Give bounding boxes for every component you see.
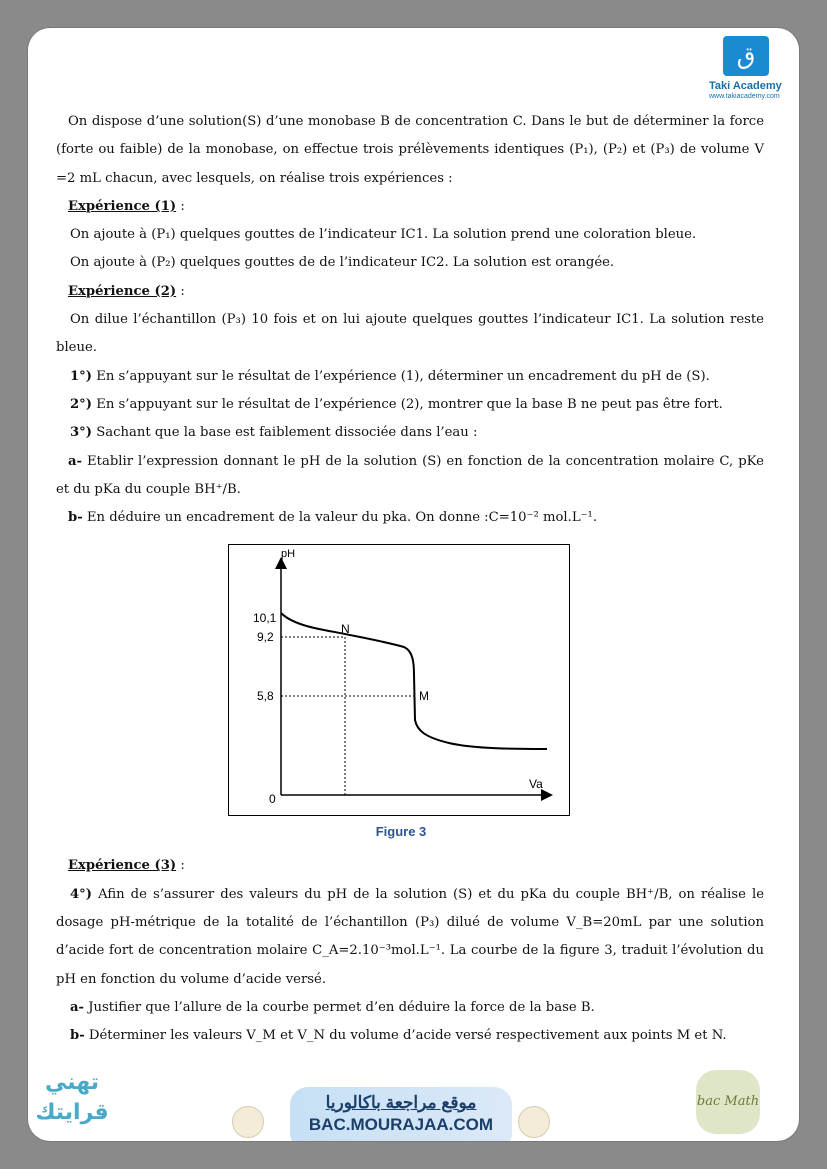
q3a-number: a-: [68, 453, 83, 469]
experience-2-title: Expérience (2): [68, 283, 177, 299]
exercise-content: On dispose d’une solution(S) d’une monobase B de concentration C. Dans le but de déterminer la force (forte ou faible) de la monobase, on effectue trois prélèvements identiques (P₁), (P₂) et (P₃) de volume V =2 mL chacun, avec lesquels, on réalise trois expériences : Expérience (1) : On ajoute à (P₁) quelques gouttes de l’indicateur IC1. La solution prend une coloration bleue. On ajoute à (P₂) quelques gouttes de de l’indicateur IC2. La solution est orangée. Expérience (2) : On dilue l’échantillon (P₃) 10 fois et on lui ajoute quelques gouttes l’indicateur IC1. La solution reste bleue. 1°) En s’appuyant sur le résultat de l’expérience (1), déterminer un encadrement du pH de (S). 2°) En s’appuyant sur le résultat de l’expérience (2), montrer que la base B ne peut pas être fort. 3°) Sachant que la base est faiblement dissociée dans l’eau : a- Etablir l’expression donnant le pH de la solution (S) en fonction de la concentration molaire C, pKe et du pKa du couple BH⁺/B. b- En déduire un encadrement de la valeur du pka. On donne :C=10⁻² mol.L⁻¹. pH Va 0 10,1 9,2 5,8 N M Figure 3 Expérience (3) : 4°) Afin de s’assurer des valeurs du pH de la solution (S) et du pKa du couple BH⁺/B, on réalise le dosage pH-métrique de la totalité de l’échantillon (P₃) dilué de volume V_B=20mL par une solution d’acide fort de concentration molaire C_A=2.10⁻³mol.L⁻¹. La courbe de la figure 3, traduit l’évolution du pH en fonction du volume d’acide versé. a- Justifier que l’allure de la courbe permet d’en déduire la force de la base B. b- Déterminer les valeurs V_M et V_N du volume d’acide versé respectivement aux points M et N.: [56, 108, 764, 1051]
point-m-label: M: [419, 689, 429, 704]
point-n-label: N: [341, 622, 350, 637]
q3b-number: b-: [68, 510, 83, 526]
figure-3: [56, 532, 764, 852]
q2-number: 2°): [70, 396, 93, 412]
document-page: [28, 28, 799, 1141]
q4-text: Afin de s’assurer des valeurs du pH de la solution (S) et du pKa du couple BH⁺/B, on réalise le dosage pH-métrique de la totalité de l’échantillon (P₃) dilué de volume V_B=20mL par une solution d’acide fort de concentration molaire C_A=2.10⁻³mol.L⁻¹. La courbe de la figure 3, traduit l’évolution du pH en fonction du volume d’acide versé.: [56, 886, 764, 987]
brand-right-logo: bac Math: [696, 1070, 760, 1134]
logo-url: www.takiacademy.com: [709, 93, 780, 100]
experience-1-title: Expérience (1): [68, 198, 177, 214]
x-axis-label: Va: [529, 777, 543, 792]
ph-curve-chart: [229, 545, 569, 815]
intro-paragraph: On dispose d’une solution(S) d’une monobase B de concentration C. Dans le but de déterminer la force (forte ou faible) de la monobase, on effectue trois prélèvements identiques (P₁), (P₂) et (P₃) de volume V =2 mL chacun, avec lesquels, on réalise trois expériences :: [56, 114, 764, 186]
seal-left-icon: [232, 1106, 264, 1138]
ph-curve: [281, 613, 547, 749]
seal-right-icon: [518, 1106, 550, 1138]
q3b-text: En déduire un encadrement de la valeur du pka. On donne :C=10⁻² mol.L⁻¹.: [86, 510, 598, 526]
logo-name: Taki Academy: [709, 80, 782, 92]
q4a-number: a-: [70, 999, 85, 1015]
figure-caption: Figure 3: [375, 824, 427, 840]
q1-text: En s’appuyant sur le résultat de l’expérience (1), déterminer un encadrement du pH de (S).: [96, 368, 710, 384]
exp1-line1: On ajoute à (P₁) quelques gouttes de l’indicateur IC1. La solution prend une coloration bleue.: [70, 227, 697, 243]
footer-site-link[interactable]: BAC.MOURAJAA.COM: [308, 1115, 494, 1134]
figure-frame: [228, 544, 570, 816]
footer-arabic-text: موقع مراجعة باكالوريا: [325, 1093, 477, 1112]
q4a-text: Justifier que l’allure de la courbe permet d’en déduire la force de la base B.: [88, 999, 595, 1015]
logo-icon: ق: [723, 36, 769, 76]
exp1-line2: On ajoute à (P₂) quelques gouttes de de l’indicateur IC2. La solution est orangée.: [70, 255, 615, 271]
y-axis-label: pH: [281, 548, 296, 561]
q4-number: 4°): [70, 886, 93, 902]
q4b-text: Déterminer les valeurs V_M et V_N du volume d’acide versé respectivement aux points M et N.: [88, 1028, 727, 1044]
q1-number: 1°): [70, 368, 93, 384]
origin-label: 0: [269, 792, 276, 807]
q4b-number: b-: [70, 1028, 85, 1044]
q3a-text: Etablir l’expression donnant le pH de la solution (S) en fonction de la concentration molaire C, pKe et du pKa du couple BH⁺/B.: [56, 453, 764, 497]
footer-banner[interactable]: [290, 1087, 512, 1141]
tick-5-8: 5,8: [257, 689, 274, 704]
exp2-line1: On dilue l’échantillon (P₃) 10 fois et on lui ajoute quelques gouttes l’indicateur IC1. La solution reste bleue.: [56, 312, 764, 356]
q3-number: 3°): [70, 425, 93, 441]
tick-9-2: 9,2: [257, 630, 274, 645]
tick-10-1: 10,1: [253, 611, 277, 626]
experience-3-title: Expérience (3): [68, 858, 177, 874]
brand-left-logo: تهني قرايتك: [35, 1070, 109, 1125]
q3-text: Sachant que la base est faiblement dissociée dans l’eau :: [96, 425, 478, 441]
q2-text: En s’appuyant sur le résultat de l’expérience (2), montrer que la base B ne peut pas être fort.: [96, 396, 723, 412]
